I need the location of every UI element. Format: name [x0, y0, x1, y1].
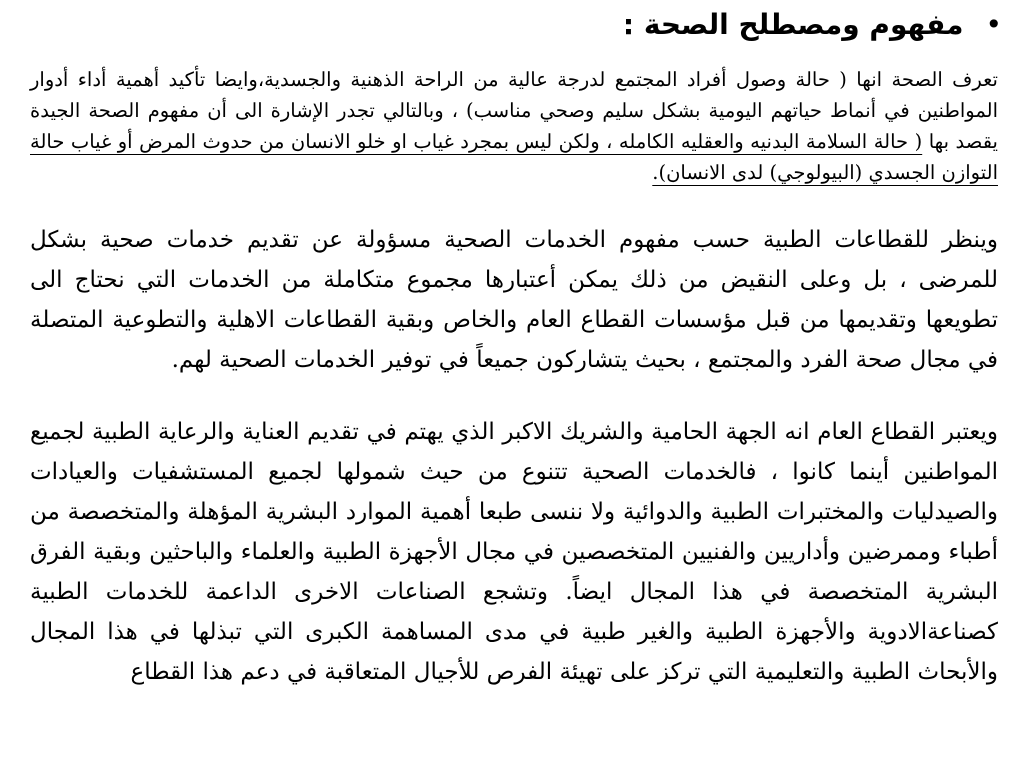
title-row [22, 2, 1002, 48]
definition-text: تعرف الصحة انها ( حالة وصول أفراد المجتمع لدرجة عالية من الراحة الذهنية والجسدية،وايضا تأكيد أهمية أداء أدوار المواطنين في أنماط حياتهم اليومية بشكل سليم وصحي مناسب) ، وبالتالي تجدر الإشارة الى أن مفهوم الصحة الجيدة يقصد بها [30, 68, 998, 153]
medical-sectors-paragraph: وينظر للقطاعات الطبية حسب مفهوم الخدمات الصحية مسؤولة عن تقديم خدمات صحية بشكل للمرضى ، بل وعلى النقيض من ذلك يمكن أعتبارها مجموع متكاملة من الخدمات التي نحتاج الى تطويعها وتقديمها من قبل مؤسسات القطاع العام والخاص وبقية القطاعات الاهلية والتطوعية المتصلة في مجال صحة الفرد والمجتمع ، بحيث يتشاركون جميعاً في توفير الخدمات الصحية لهم. [30, 227, 998, 373]
slide-title: مفهوم ومصطلح الصحة : [622, 7, 964, 41]
public-sector-paragraph: ويعتبر القطاع العام انه الجهة الحامية والشريك الاكبر الذي يهتم في تقديم العناية والرعاية الطبية لجميع المواطنين أينما كانوا ، فالخدمات الصحية تتنوع من حيث شمولها لجميع المستشفيات والعيادات والصيدليات والمختبرات الطبية والدوائية ولا ننسى طبعا أهمية الموارد البشرية المؤهلة والمتخصصة من أطباء وممرضين وأداريين والفنيين المتخصصين في مجال الأجهزة الطبية والعلماء والباحثين وبقية الفرق البشرية المتخصصة في هذا المجال ايضاً. وتشجع الصناعات الاخرى الداعمة للخدمات الطبية كصناعةالادوية والأجهزة الطبية والغير طبية في مدى المساهمة الكبرى التي تبذلها في هذا المجال والأبحاث الطبية والتعليمية التي تركز على تهيئة الفرص للأجيال المتعاقبة في دعم هذا القطاع [30, 419, 998, 685]
title-bullet: • [985, 8, 1002, 41]
definition-underlined-text: ( حالة السلامة البدنيه والعقليه الكامله ، ولكن ليس بمجرد غياب او خلو الانسان من حدوث المرض أو غياب حالة التوازن الجسدي (البيولوجي) لدى الانسان). [30, 130, 998, 184]
definition-paragraph [30, 64, 998, 188]
